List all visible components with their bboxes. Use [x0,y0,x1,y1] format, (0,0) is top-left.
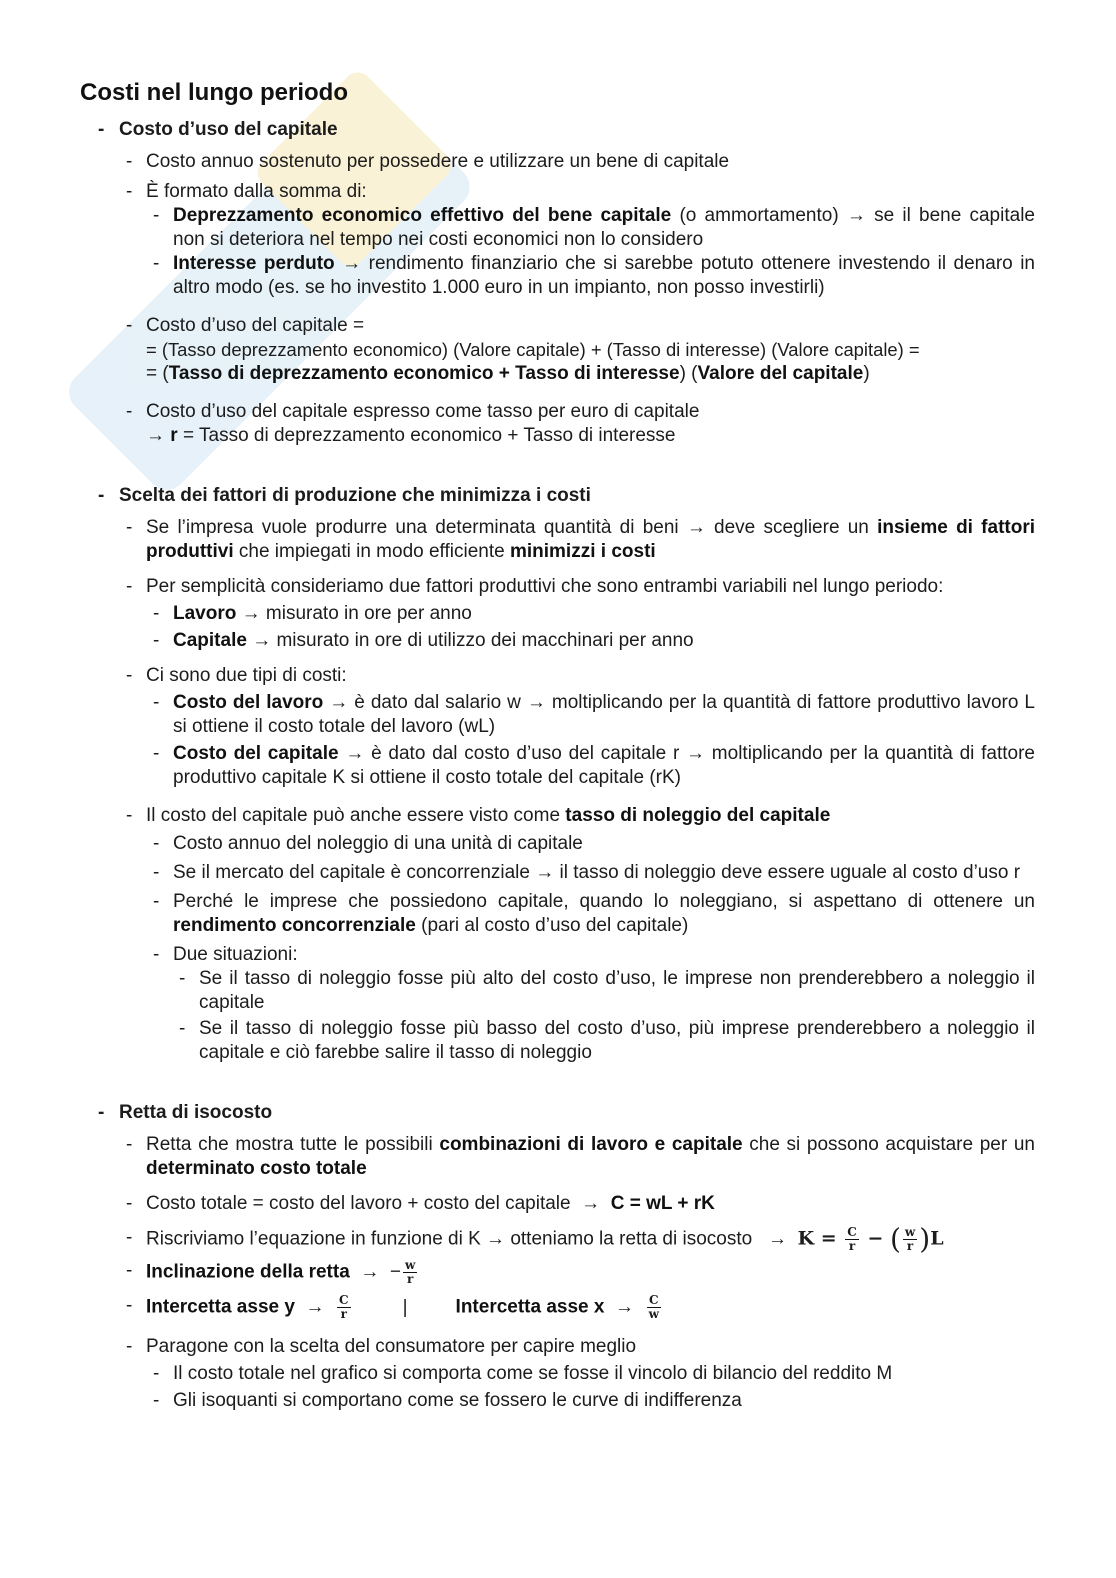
list-item-text: Riscriviamo l’equazione in funzione di K → otteniamo la retta di isocosto → [146,1228,798,1250]
bold-term: Tasso di deprezzamento economico + Tasso di interesse [168,363,680,384]
bold-term: Capitale [173,630,247,651]
list-item: - Costo annuo del noleggio di una unità di capitale [153,833,583,854]
list-item-text: Retta che mostra tutte le possibili [146,1134,440,1155]
fraction-c-over-r [845,1226,859,1253]
section-heading-text: Costo d’uso del capitale [119,119,338,140]
fraction-numerator: C [647,1294,661,1308]
bold-term: combinazioni di lavoro e capitale [439,1134,743,1155]
list-item-text: Il costo totale nel grafico si comporta come se fosse il vincolo di bilancio del reddito M [173,1363,893,1384]
fraction-denominator: r [340,1307,347,1321]
list-item-text: → è dato dal salario w → moltiplicando per la quantità di fattore produttivo lavoro L si ottiene il costo totale del lavoro (wL) [173,692,1035,737]
fraction-numerator: C [339,1293,349,1307]
list-item: - Inclinazione della retta → − $\frac{w}{r}$ [126,1258,416,1286]
list-item: - Per semplicità consideriamo due fattori produttivi che sono entrambi variabili nel lungo periodo: [126,576,944,597]
equation: C = wL + rK [610,1193,715,1214]
list-item: - Il costo del capitale può anche essere visto come tasso di noleggio del capitale [126,805,831,826]
paren-open: ( [889,1222,901,1256]
formula-part: = ( [146,363,169,384]
bold-term: determinato costo totale [146,1158,367,1179]
formula-line [146,424,1035,448]
formula-line [146,362,1035,386]
fraction-denominator: r [848,1239,856,1253]
minus-sign: − [860,1227,890,1250]
bold-term: Costo del capitale [173,743,339,764]
bold-term: minimizzi i costi [509,541,656,562]
formula-part: = Tasso di deprezzamento economico + Tasso di interesse [177,425,676,446]
fraction-denominator: w [648,1307,659,1321]
list-item: - Interesse perduto → rendimento finanziario che si sarebbe potuto ottenere investendo il denaro in altro modo (es. se ho investito 1.000 euro in un impianto, non posso investirli) [153,253,1035,298]
list-item: - Riscriviamo l’equazione in funzione di K → otteniamo la retta di isocosto → K = $\frac{C}{r}$ − ( $\frac{w}{r}$ )L [126,1222,944,1256]
fraction-w-over-r [903,1226,917,1253]
formula-part: ) [863,363,870,384]
list-item-text: Perché le imprese che possiedono capitale, quando lo noleggiano, si aspettano di ottenere un [173,891,1035,912]
arrow: → [294,1296,336,1318]
list-item: - Se l’impresa vuole produrre una determinata quantità di beni → deve scegliere un insieme di fattori produttivi che impiegati in modo efficiente minimizzi i costi [126,517,1036,562]
list-item: - Costo totale = costo del lavoro + costo del capitale → C = wL + rK [126,1193,715,1214]
bold-term: Lavoro [173,603,237,624]
list-item: - Costo del capitale → è dato dal costo d’uso del capitale r → moltiplicando per la quantità di fattore produttivo capitale K si ottiene il costo totale del capitale (rK) [153,743,1035,788]
list-item: - Costo del lavoro → è dato dal salario w → moltiplicando per la quantità di fattore produttivo lavoro L si ottiene il costo totale del lavoro (wL) [153,692,1035,737]
list-item-text: Costo annuo sostenuto per possedere e utilizzare un bene di capitale [146,151,730,172]
fraction-denominator: r [407,1272,414,1286]
list-item-text: → misurato in ore di utilizzo dei macchinari per anno [246,630,694,651]
bold-term: insieme di fattori produttivi [146,517,1036,562]
arrow: → − [349,1261,401,1283]
list-item-text: Costo annuo del noleggio di una unità di capitale [173,833,583,854]
formula-line: Costo d’uso del capitale = [146,315,365,336]
bold-term: r [170,425,178,446]
formula-part: ) ( [679,363,698,384]
bold-term: Deprezzamento economico effettivo del bene capitale [173,205,672,226]
list-item-text: Gli isoquanti si comportano come se fossero le curve di indifferenza [173,1390,742,1411]
equation-l: L [930,1227,944,1250]
bold-term: Intercetta asse y [146,1296,295,1318]
list-item: - Se il tasso di noleggio fosse più alto del costo d’uso, le imprese non prenderebbero a noleggio il capitale [179,968,1035,1013]
list-item-text: (pari al costo d’uso del capitale) [415,915,689,936]
fraction-numerator: C [847,1225,857,1239]
list-item: - Ci sono due tipi di costi: [126,665,347,686]
list-item: - Il costo totale nel grafico si comporta come se fosse il vincolo di bilancio del reddito M [153,1363,893,1384]
arrow: → [604,1296,645,1318]
list-item-text: Per semplicità consideriamo due fattori produttivi che sono entrambi variabili nel lungo periodo: [146,576,944,597]
list-item-text: Ci sono due tipi di costi: [146,665,347,686]
list-item: - Se il tasso di noleggio fosse più basso del costo d’uso, più imprese prenderebbero a noleggio il capitale e ciò farebbe salire il tasso di noleggio [179,1018,1035,1063]
bold-term: Valore del capitale [697,363,864,384]
list-item-text: → è dato dal costo d’uso del capitale r → moltiplicando per la quantità di fattore produttivo capitale K si ottiene il costo totale del capitale (rK) [173,743,1035,788]
list-item: - Capitale → misurato in ore di utilizzo dei macchinari per anno [153,630,694,651]
list-item: - Gli isoquanti si comportano come se fossero le curve di indifferenza [153,1390,742,1411]
list-item: - Intercetta asse y → $\frac{C}{r}$ | Intercetta asse x → $\frac{C}{w}$ [126,1293,659,1321]
section-heading-costo-uso: - Costo d’uso del capitale [98,119,338,140]
arrow: → [146,425,171,446]
list-item-text: (o ammortamento) → se il bene capitale non si deteriora nel tempo nei costi economici non lo considero [173,205,1035,250]
list-item: - Perché le imprese che possiedono capitale, quando lo noleggiano, si aspettano di ottenere un rendimento concorrenziale (pari al costo d’uso del capitale) [153,891,1035,936]
list-item-text: Se l’impresa vuole produrre una determinata quantità di beni → deve scegliere un [146,517,878,538]
formula-block: - Costo d’uso del capitale = = (Tasso deprezzamento economico) (Valore capitale) + (Tasso di interesse) (Valore capitale) = = (Tasso di deprezzamento economico + Tasso di interesse) (Valore del capitale) [146,314,1035,386]
section-heading-scelta-fattori: - Scelta dei fattori di produzione che minimizza i costi [98,485,591,506]
bold-term: rendimento concorrenziale [173,915,416,936]
list-item-text: → misurato in ore per anno [236,603,472,624]
document-content [80,78,1035,1413]
section-heading-text: Retta di isocosto [119,1102,273,1123]
formula-line: = (Tasso deprezzamento economico) (Valore capitale) + (Tasso di interesse) (Valore capitale) = [146,339,920,360]
list-item-text: Se il mercato del capitale è concorrenziale → il tasso di noleggio deve essere uguale al costo d’uso r [173,862,1021,883]
fraction-numerator: w [405,1258,416,1272]
bold-term: Inclinazione della retta [146,1261,350,1283]
list-item-text: È formato dalla somma di: [146,181,367,202]
paren-close: ) [919,1222,931,1256]
list-item: - Lavoro → misurato in ore per anno [153,603,472,624]
list-item-text: Se il tasso di noleggio fosse più basso del costo d’uso, più imprese prenderebbero a noleggio il capitale e ciò farebbe salire il tasso di noleggio [199,1018,1035,1063]
list-item-text: Costo totale = costo del lavoro + costo del capitale → [146,1193,611,1214]
section-heading-text: Scelta dei fattori di produzione che minimizza i costi [119,485,591,506]
list-item: - Paragone con la scelta del consumatore per capire meglio [126,1336,637,1357]
list-item: - Costo annuo sostenuto per possedere e utilizzare un bene di capitale [126,151,730,172]
list-item: - Retta che mostra tutte le possibili combinazioni di lavoro e capitale che si possono acquistare per un determinato costo totale [126,1134,1035,1179]
page-title: Costi nel lungo periodo [80,79,348,106]
bold-term: Costo del lavoro [173,692,324,713]
formula-line: Costo d’uso del capitale espresso come tasso per euro di capitale [146,401,700,422]
formula-block: - Costo d’uso del capitale espresso come tasso per euro di capitale → r = Tasso di deprezzamento economico + Tasso di interesse [146,400,1035,448]
fraction-denominator: r [906,1239,914,1253]
list-item-text: Paragone con la scelta del consumatore per capire meglio [146,1336,637,1357]
list-item-text: Due situazioni: [173,944,298,965]
fraction-w-over-r [403,1259,417,1286]
fraction-c-over-w [647,1294,661,1321]
separator: | [402,1296,408,1318]
section-heading-retta-isocosto: - Retta di isocosto [98,1102,273,1123]
bold-term: tasso di noleggio del capitale [565,805,831,826]
list-item-text: Il costo del capitale può anche essere visto come [146,805,566,826]
list-item-text: Se il tasso di noleggio fosse più alto del costo d’uso, le imprese non prenderebbero a noleggio il capitale [199,968,1035,1013]
list-item-text: che si possono acquistare per un [742,1134,1035,1155]
bold-term: Interesse perduto [173,253,335,274]
list-item: - Se il mercato del capitale è concorrenziale → il tasso di noleggio deve essere uguale al costo d’uso r [153,862,1021,883]
bold-term: Intercetta asse x [455,1296,605,1318]
list-item: - È formato dalla somma di: [126,181,367,202]
list-item: - Due situazioni: [153,944,298,965]
fraction-c-over-r [337,1294,351,1321]
list-item-text: → rendimento finanziario che si sarebbe potuto ottenere investendo il denaro in altro modo (es. se ho investito 1.000 euro in un impianto, non posso investirli) [173,253,1035,298]
list-item-text: che impiegati in modo efficiente [233,541,510,562]
list-item: - Deprezzamento economico effettivo del bene capitale (o ammortamento) → se il bene capitale non si deteriora nel tempo nei costi economici non lo considero [153,205,1035,250]
fraction-numerator: w [904,1225,916,1239]
equation-k: K = [797,1227,844,1250]
